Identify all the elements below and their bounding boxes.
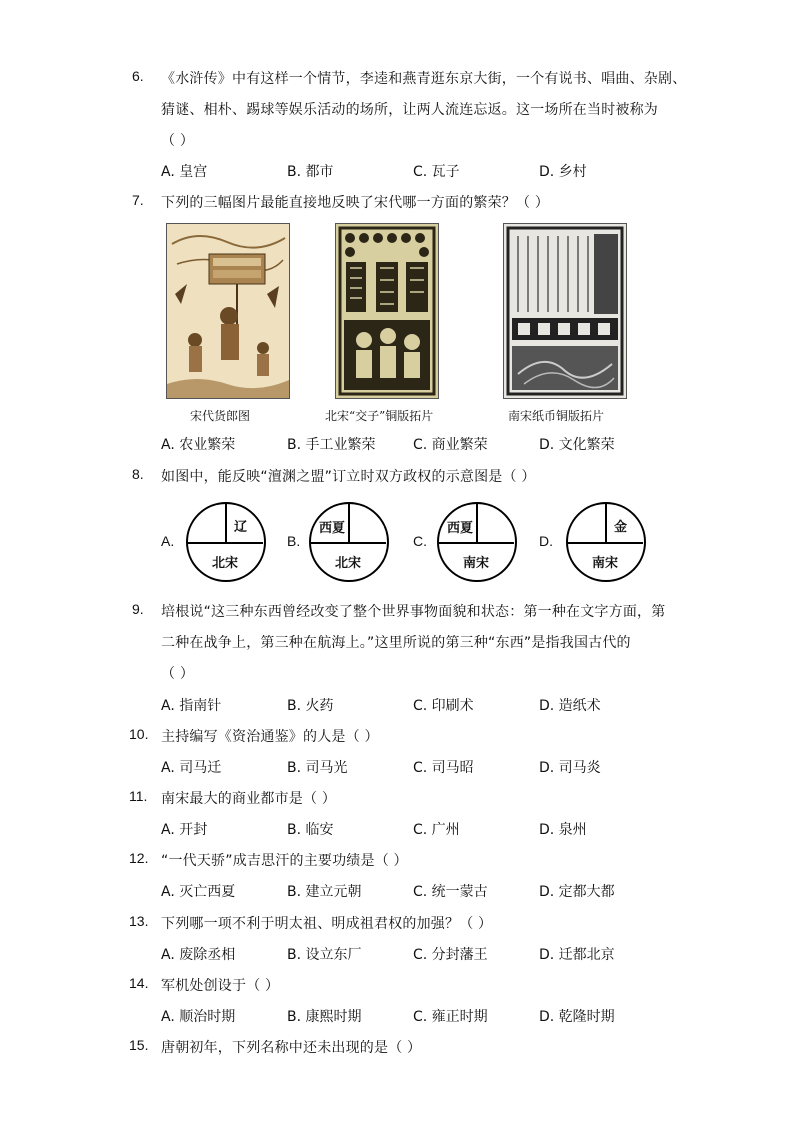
option-c[interactable]: C. 印刷术 <box>413 698 474 714</box>
question-number: 15. <box>129 1037 149 1053</box>
question-stem: “一代天骄”成吉思汗的主要功绩是（ ） <box>161 853 408 869</box>
region-label: 金 <box>614 520 628 535</box>
option-c[interactable]: C. 瓦子 <box>413 164 460 180</box>
option-d[interactable]: D. 造纸术 <box>539 698 601 714</box>
option-c[interactable]: C. 分封藩王 <box>413 947 488 963</box>
region-label: 南宋 <box>592 556 619 571</box>
question-number: 6. <box>132 68 144 84</box>
option-b[interactable]: B. 临安 <box>287 822 334 838</box>
question-stem-line: 培根说“这三种东西曾经改变了整个世界事物面貌和状态：第一种在文字方面，第 <box>161 604 666 620</box>
option-a[interactable]: A. 开封 <box>161 822 208 838</box>
question-stem: 下列哪一项不利于明太祖、明成祖君权的加强？（ ） <box>161 916 493 932</box>
question-number: 10. <box>129 726 149 742</box>
option-d[interactable]: D. 泉州 <box>539 822 587 838</box>
option-a[interactable]: A. 指南针 <box>161 698 222 714</box>
question-number: 9. <box>132 601 144 617</box>
southern-song-paper-money-image <box>503 223 627 399</box>
region-label: 北宋 <box>335 556 362 571</box>
image-caption: 北宋“交子”铜版拓片 <box>325 409 434 423</box>
option-d[interactable]: D. 迁都北京 <box>539 947 615 963</box>
question-stem: 如图中，能反映“澶渊之盟”订立时双方政权的示意图是（ ） <box>161 469 536 485</box>
question-stem-line: 猜谜、相朴、踢球等娱乐活动的场所，让两人流连忘返。这一场所在当时被称为 <box>161 102 658 118</box>
option-c-diagram[interactable] <box>437 502 517 582</box>
option-a[interactable]: A. 农业繁荣 <box>161 437 236 453</box>
answer-blank: （ ） <box>161 133 195 149</box>
question-stem-line: 《水浒传》中有这样一个情节，李逵和燕青逛东京大街，一个有说书、唱曲、杂剧、 <box>161 71 687 87</box>
option-b-letter[interactable]: B. <box>287 533 301 549</box>
option-b[interactable]: B. 火药 <box>287 698 334 714</box>
option-c-letter[interactable]: C. <box>413 533 427 549</box>
question-number: 11. <box>129 788 148 804</box>
question-stem: 军机处创设于（ ） <box>161 978 280 994</box>
option-a-diagram[interactable] <box>186 502 266 582</box>
option-d[interactable]: D. 乡村 <box>539 164 587 180</box>
image-caption: 宋代货郎图 <box>190 409 251 423</box>
option-b[interactable]: B. 司马光 <box>287 760 348 776</box>
region-label: 南宋 <box>463 556 490 571</box>
option-a[interactable]: A. 司马迁 <box>161 760 222 776</box>
region-label: 西夏 <box>319 521 346 536</box>
option-c[interactable]: C. 统一蒙古 <box>413 884 488 900</box>
option-d[interactable]: D. 文化繁荣 <box>539 437 615 453</box>
option-d[interactable]: D. 司马炎 <box>539 760 601 776</box>
question-number: 8. <box>132 466 144 482</box>
image-caption: 南宋纸币铜版拓片 <box>508 409 605 423</box>
option-d[interactable]: D. 定都大都 <box>539 884 615 900</box>
option-a[interactable]: A. 皇宫 <box>161 164 208 180</box>
option-d-letter[interactable]: D. <box>539 533 553 549</box>
option-b[interactable]: B. 康熙时期 <box>287 1009 362 1025</box>
option-c[interactable]: C. 广州 <box>413 822 460 838</box>
region-label: 北宋 <box>212 556 239 571</box>
region-label: 西夏 <box>447 521 474 536</box>
option-b[interactable]: B. 设立东厂 <box>287 947 362 963</box>
option-a[interactable]: A. 废除丞相 <box>161 947 236 963</box>
option-c[interactable]: C. 雍正时期 <box>413 1009 488 1025</box>
option-c[interactable]: C. 司马昭 <box>413 760 474 776</box>
question-stem: 南宋最大的商业都市是（ ） <box>161 791 337 807</box>
question-stem: 唐朝初年，下列名称中还未出现的是（ ） <box>161 1040 422 1056</box>
question-stem-line: 二种在战争上，第三种在航海上。”这里所说的第三种“东西”是指我国古代的 <box>161 635 631 651</box>
option-b-diagram[interactable] <box>309 502 389 582</box>
option-d-diagram[interactable] <box>566 502 646 582</box>
peddler-painting-image <box>166 223 290 399</box>
question-number: 13. <box>129 913 149 929</box>
question-number: 12. <box>129 850 149 866</box>
question-stem: 主持编写《资治通鉴》的人是（ ） <box>161 729 379 745</box>
jiaozi-rubbing-image <box>335 223 439 399</box>
question-stem: 下列的三幅图片最能直接地反映了宋代哪一方面的繁荣？（ ） <box>161 195 550 211</box>
option-a[interactable]: A. 顺治时期 <box>161 1009 236 1025</box>
option-b[interactable]: B. 建立元朝 <box>287 884 362 900</box>
option-b[interactable]: B. 都市 <box>287 164 334 180</box>
option-c[interactable]: C. 商业繁荣 <box>413 437 488 453</box>
option-a-letter[interactable]: A. <box>161 533 175 549</box>
option-b[interactable]: B. 手工业繁荣 <box>287 437 376 453</box>
question-number: 7. <box>132 192 144 208</box>
answer-blank: （ ） <box>161 666 195 682</box>
option-a[interactable]: A. 灭亡西夏 <box>161 884 236 900</box>
question-number: 14. <box>129 975 149 991</box>
option-d[interactable]: D. 乾隆时期 <box>539 1009 615 1025</box>
region-label: 辽 <box>234 520 248 535</box>
